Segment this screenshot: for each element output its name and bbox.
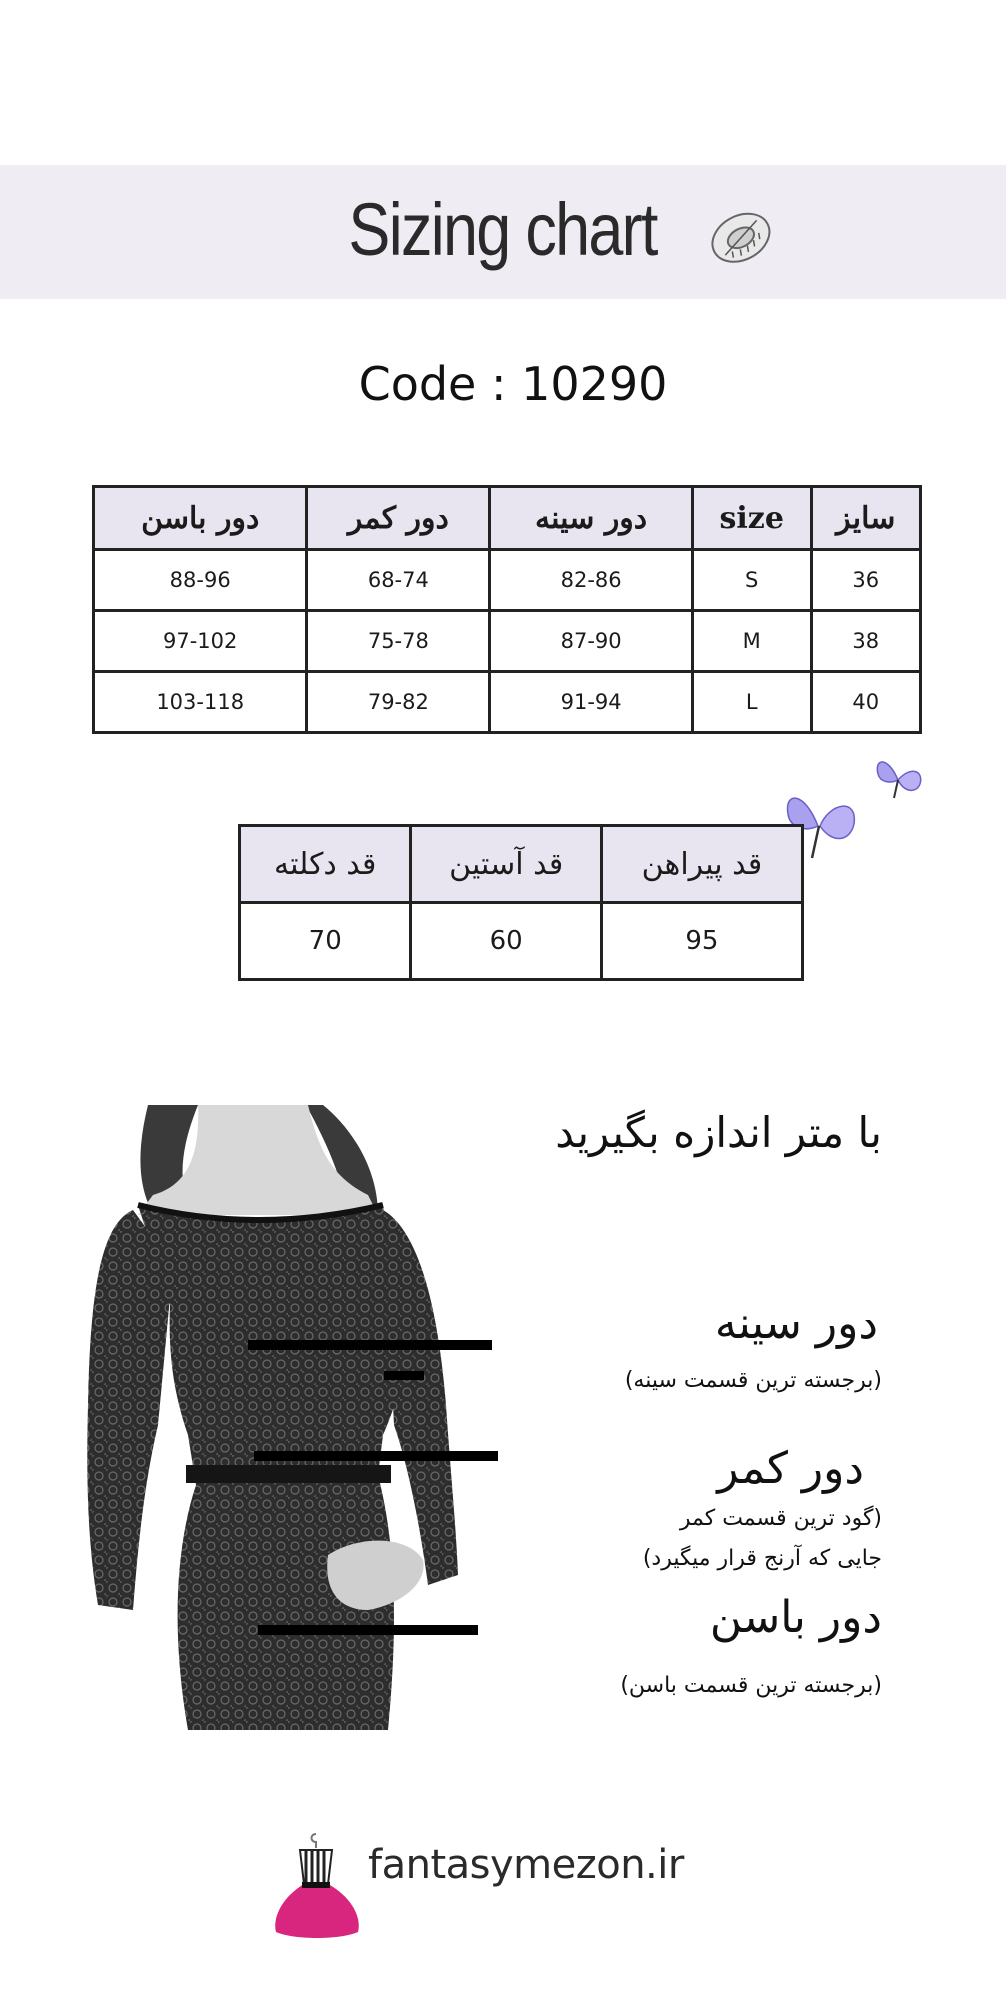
cell-chest: 91-94 [490, 672, 693, 733]
dress-logo-icon [270, 1832, 365, 1942]
cell-chest: 87-90 [490, 611, 693, 672]
cell-size-number: 36 [811, 550, 920, 611]
header-waist: دور کمر [307, 487, 490, 550]
cell-hip: 103-118 [94, 672, 307, 733]
header-sleeve-length: قد آستین [411, 826, 601, 903]
product-code: Code : 10290 [358, 357, 668, 411]
header-size-fa: سایز [811, 487, 920, 550]
length-table [238, 824, 804, 981]
tape-measure-icon [700, 196, 780, 276]
chest-note: (برجسته ترین قسمت سینه) [624, 1368, 882, 1393]
cell-hip: 88-96 [94, 550, 307, 611]
website-url: fantasymezon.ir [368, 1842, 684, 1888]
header-size-en: size [692, 487, 811, 550]
chest-label: دور سینه [714, 1298, 878, 1349]
cell-size-number: 38 [811, 611, 920, 672]
waist-note-line1: (گود ترین قسمت کمر [679, 1506, 882, 1531]
length-table-header-row [240, 826, 803, 903]
cell-strapless-length: 70 [240, 903, 411, 980]
hip-note: (برجسته ترین قسمت باسن) [620, 1673, 882, 1698]
table-row [240, 903, 803, 980]
header-chest: دور سینه [490, 487, 693, 550]
cell-waist: 75-78 [307, 611, 490, 672]
table-row [94, 611, 921, 672]
cell-waist: 79-82 [307, 672, 490, 733]
cell-dress-length: 95 [601, 903, 802, 980]
header-strapless-length: قد دکلته [240, 826, 411, 903]
waist-note-line2: جایی که آرنج قرار میگیرد) [642, 1546, 882, 1571]
cell-size-letter: M [692, 611, 811, 672]
header-hip: دور باسن [94, 487, 307, 550]
table-row [94, 672, 921, 733]
table-row [94, 550, 921, 611]
waist-label: دور کمر [717, 1443, 864, 1494]
cell-size-letter: L [692, 672, 811, 733]
butterfly-icon [870, 752, 926, 804]
size-table [92, 485, 922, 734]
cell-size-letter: S [692, 550, 811, 611]
measure-heading: با متر اندازه بگیرید [555, 1108, 882, 1157]
hip-label: دور باسن [709, 1592, 882, 1643]
cell-waist: 68-74 [307, 550, 490, 611]
cell-size-number: 40 [811, 672, 920, 733]
cell-hip: 97-102 [94, 611, 307, 672]
header-dress-length: قد پیراهن [601, 826, 802, 903]
cell-sleeve-length: 60 [411, 903, 601, 980]
cell-chest: 82-86 [490, 550, 693, 611]
model-dress-image [78, 1105, 508, 1730]
size-table-header-row [94, 487, 921, 550]
page-title: Sizing chart [348, 188, 657, 271]
